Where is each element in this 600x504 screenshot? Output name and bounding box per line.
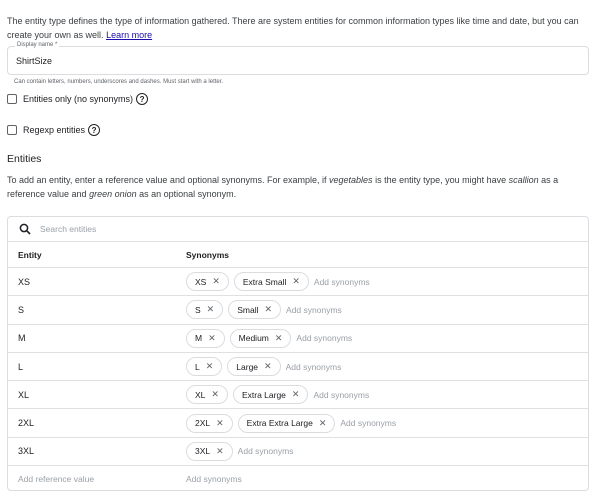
add-reference-input[interactable]: Add reference value [18, 473, 95, 484]
entities-only-label: Entities only (no synonyms) [23, 94, 134, 104]
synonym-chip: Small ✕ [228, 300, 281, 319]
search-icon [19, 223, 31, 235]
remove-icon[interactable]: ✕ [205, 361, 214, 372]
synonym-chip: Extra Extra Large ✕ [238, 414, 336, 433]
table-row [8, 381, 588, 409]
entity-value[interactable]: S [18, 304, 25, 315]
display-name-label: Display name * [17, 42, 58, 48]
synonyms-cell [186, 329, 352, 348]
intro-text: The entity type defines the type of information gathered. There are system entities for common information types like time and date, but you can create your own as well. Learn more [7, 16, 579, 40]
remove-icon[interactable]: ✕ [216, 417, 224, 428]
entities-heading: Entities [7, 153, 42, 165]
synonym-chip: XS ✕ [186, 272, 229, 291]
remove-icon[interactable]: ✕ [264, 304, 273, 315]
remove-icon[interactable]: ✕ [318, 417, 327, 428]
col-synonyms: Synonyms [186, 249, 229, 260]
synonyms-cell [186, 442, 293, 461]
synonym-chip: 2XL ✕ [186, 414, 233, 433]
synonym-chip: 3XL ✕ [186, 442, 233, 461]
synonyms-cell [186, 385, 369, 404]
remove-icon[interactable]: ✕ [264, 361, 272, 372]
entity-value[interactable]: XS [18, 276, 31, 287]
table-row [8, 410, 588, 438]
search-input[interactable]: Search entities [40, 224, 97, 234]
table-row [8, 268, 588, 296]
display-name-value[interactable]: ShirtSize [16, 56, 53, 66]
add-synonyms-input[interactable]: Add synonyms [285, 361, 342, 372]
entities-desc: To add an entity, enter a reference value and optional synonyms. For example, if vegetables is the entity type, you might have scallion as a reference value and green onion as an optional synonym. [7, 175, 559, 199]
synonyms-cell [186, 300, 342, 319]
display-name-field[interactable] [7, 42, 589, 75]
learn-more-link[interactable]: Learn more [106, 30, 153, 40]
help-icon[interactable]: ? [88, 124, 100, 136]
synonyms-cell [186, 357, 341, 376]
entity-value[interactable]: XL [18, 389, 30, 400]
add-synonyms-input[interactable]: Add synonyms [313, 276, 370, 287]
table-row [8, 325, 588, 353]
remove-icon[interactable]: ✕ [292, 276, 300, 287]
entities-only-checkbox[interactable] [7, 94, 17, 104]
synonym-chip: Extra Small ✕ [234, 272, 309, 291]
add-synonyms-input[interactable]: Add synonyms [340, 418, 397, 429]
add-synonyms-input[interactable]: Add synonyms [313, 389, 370, 400]
synonym-chip: Large ✕ [227, 357, 280, 376]
table-header [8, 242, 588, 268]
display-name-helper: Can contain letters, numbers, underscores and dashes. Must start with a letter. [14, 79, 224, 85]
entity-value[interactable]: 3XL [18, 446, 35, 457]
table-row [8, 438, 588, 466]
remove-icon[interactable]: ✕ [216, 445, 224, 456]
add-synonyms-input[interactable]: Add synonyms [296, 333, 353, 344]
entities-only-option [7, 93, 148, 105]
add-synonyms-input[interactable]: Add synonyms [237, 446, 294, 457]
entity-value[interactable]: 2XL [18, 418, 35, 429]
regexp-option [7, 124, 100, 136]
add-synonyms-input[interactable]: Add synonyms [186, 473, 242, 484]
synonym-chip: M ✕ [186, 329, 225, 348]
remove-icon[interactable]: ✕ [206, 304, 215, 315]
remove-icon[interactable]: ✕ [208, 332, 216, 343]
remove-icon[interactable]: ✕ [274, 332, 283, 343]
synonyms-cell [186, 272, 370, 291]
synonym-chip: Extra Large ✕ [233, 385, 309, 404]
synonym-chip: L ✕ [186, 357, 222, 376]
table-row [8, 296, 588, 324]
table-row [8, 353, 588, 381]
regexp-label: Regexp entities [23, 125, 86, 135]
entity-value[interactable]: L [18, 361, 24, 372]
entity-value[interactable]: M [18, 333, 26, 344]
search-row[interactable] [8, 217, 588, 242]
synonym-chip: XL ✕ [186, 385, 228, 404]
synonyms-cell [186, 414, 396, 433]
remove-icon[interactable]: ✕ [212, 276, 220, 287]
col-entity: Entity [18, 249, 42, 260]
synonym-chip: S ✕ [186, 300, 223, 319]
help-icon[interactable]: ? [136, 93, 148, 105]
add-synonyms-input[interactable]: Add synonyms [286, 304, 342, 315]
regexp-checkbox[interactable] [7, 125, 17, 135]
remove-icon[interactable]: ✕ [211, 389, 219, 400]
remove-icon[interactable]: ✕ [291, 389, 300, 400]
add-row [8, 466, 588, 491]
entities-table [7, 216, 589, 491]
synonym-chip: Medium ✕ [230, 329, 292, 348]
